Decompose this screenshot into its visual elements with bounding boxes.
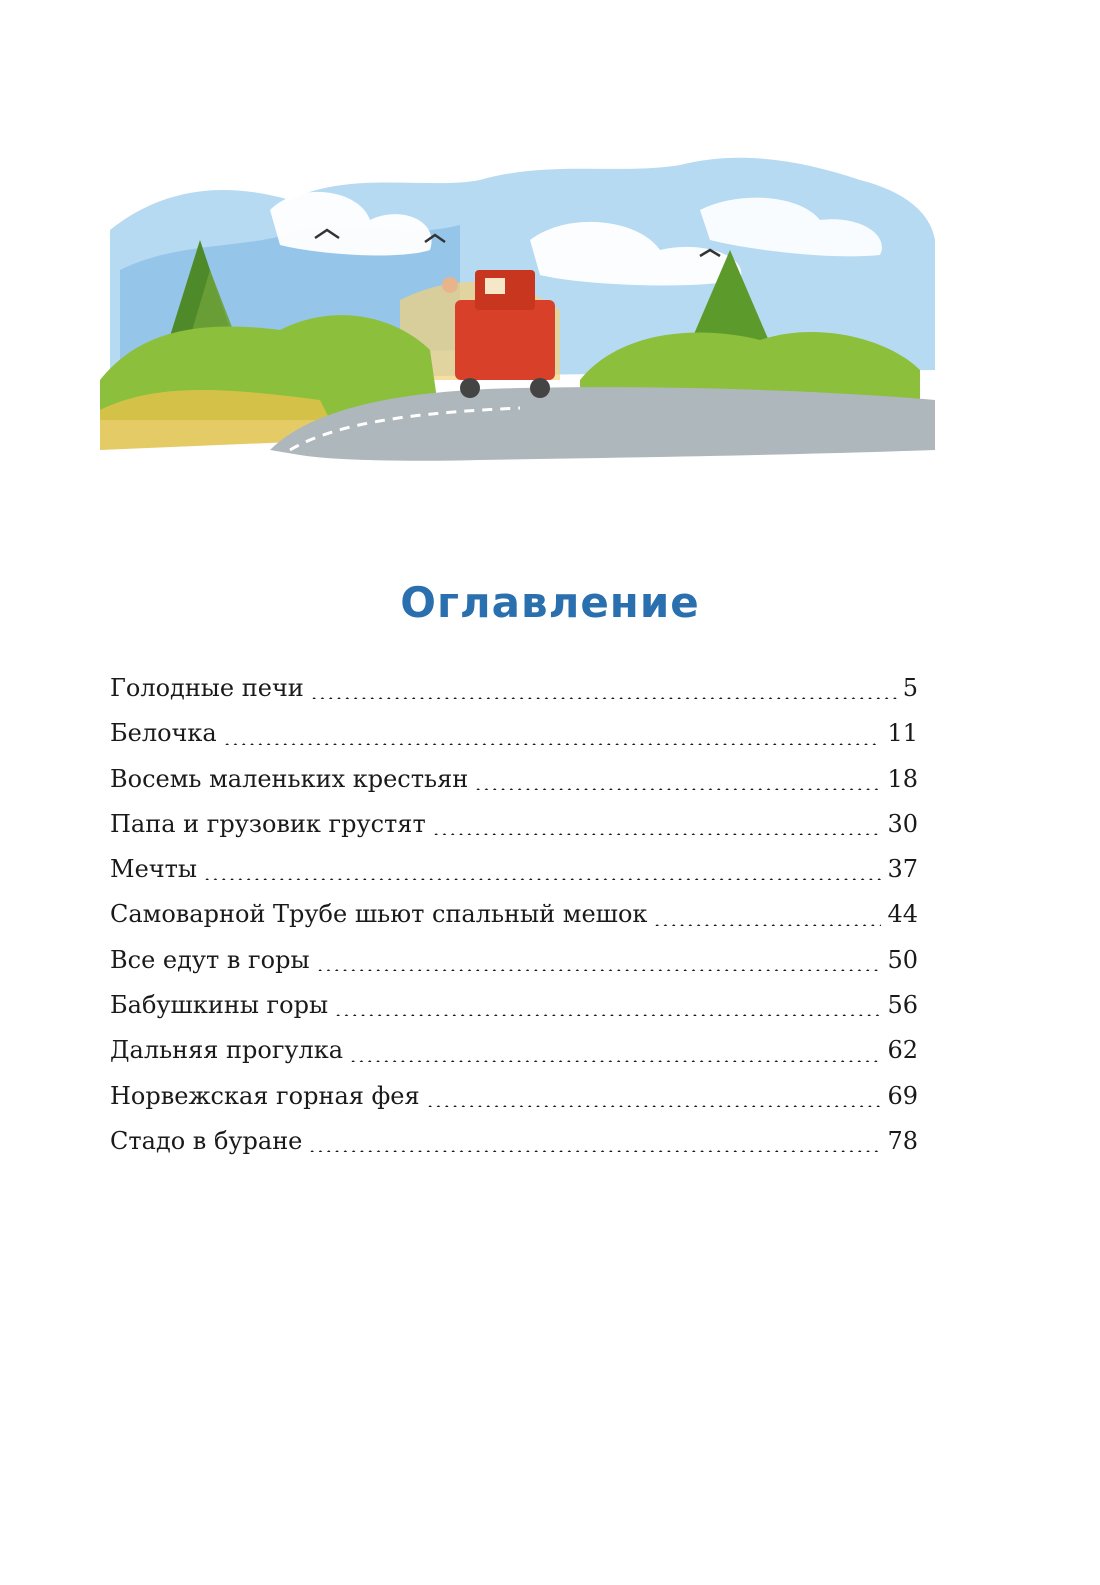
toc-entry-title: Голодные печи <box>110 674 304 702</box>
toc-entry-page: 37 <box>887 855 918 884</box>
toc-entry-page: 44 <box>887 900 918 929</box>
truck-landscape-image <box>100 150 940 470</box>
toc-entry-title: Все едут в горы <box>110 945 310 974</box>
table-of-contents <box>110 666 918 1164</box>
toc-entry-title: Белочка <box>110 719 217 748</box>
toc-leader-dots <box>334 1014 881 1016</box>
toc-entry <box>110 757 918 802</box>
toc-leader-dots <box>474 788 881 790</box>
toc-entry-page: 62 <box>887 1036 918 1065</box>
toc-entry-page: 78 <box>887 1126 918 1155</box>
toc-entry-page: 56 <box>887 991 918 1020</box>
toc-entry-page: 69 <box>887 1081 918 1110</box>
toc-entry <box>110 666 918 711</box>
toc-entry <box>110 892 918 937</box>
toc-entry-title: Стадо в буране <box>110 1126 303 1155</box>
toc-leader-dots <box>426 1105 882 1107</box>
toc-entry <box>110 847 918 892</box>
toc-entry <box>110 711 918 756</box>
toc-entry-title: Бабушкины горы <box>110 991 329 1020</box>
toc-leader-dots <box>349 1060 881 1062</box>
toc-entry-page: 5 <box>902 674 918 702</box>
toc-leader-dots <box>223 743 882 745</box>
toc-leader-dots <box>308 1150 881 1152</box>
toc-entry-page: 11 <box>887 719 918 748</box>
toc-entry-page: 18 <box>887 764 918 793</box>
toc-entry-page: 50 <box>887 945 918 974</box>
toc-leader-dots <box>316 969 882 971</box>
toc-leader-dots <box>203 878 881 880</box>
toc-entry-page: 30 <box>887 809 918 838</box>
toc-entry <box>110 938 918 983</box>
toc-entry <box>110 983 918 1028</box>
toc-entry <box>110 1028 918 1073</box>
toc-entry-title: Самоварной Трубе шьют спальный мешок <box>110 900 648 929</box>
toc-entry-title: Норвежская горная фея <box>110 1081 420 1110</box>
toc-entry-title: Восемь маленьких крестьян <box>110 764 469 793</box>
watercolor-illustration-truck-on-road <box>100 150 940 470</box>
toc-entry <box>110 1119 918 1164</box>
toc-entry-title: Папа и грузовик грустят <box>110 809 426 838</box>
toc-leader-dots <box>432 833 882 835</box>
toc-entry-title: Мечты <box>110 855 198 884</box>
toc-entry <box>110 1074 918 1119</box>
toc-leader-dots <box>310 697 897 699</box>
toc-leader-dots <box>653 924 881 926</box>
toc-entry <box>110 802 918 847</box>
table-of-contents-heading: Оглавление <box>400 578 700 627</box>
toc-entry-title: Дальняя прогулка <box>110 1036 344 1065</box>
